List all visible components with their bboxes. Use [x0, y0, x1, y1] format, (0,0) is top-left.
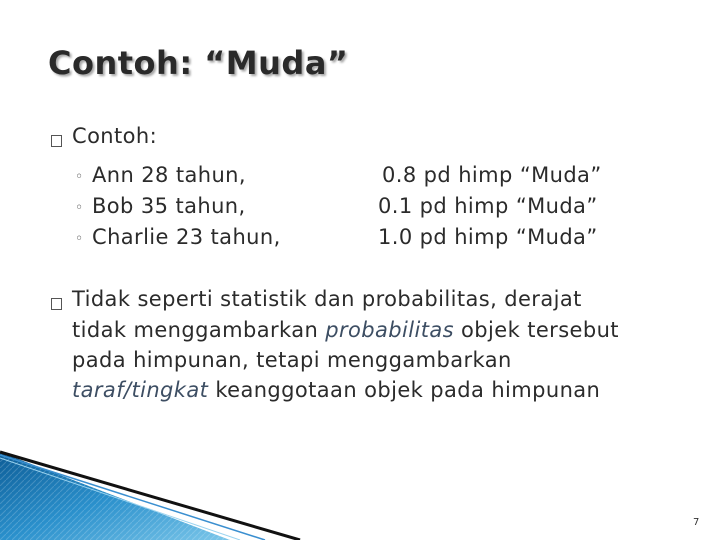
bullet-marker — [51, 135, 62, 147]
bullet-label: Contoh: — [72, 124, 158, 148]
sub-bullet-marker: ◦ — [75, 200, 84, 216]
emphasized-word: taraf/tingkat — [72, 378, 209, 402]
slide-title: Contoh: “Muda” — [48, 44, 349, 82]
paragraph-line: pada himpunan, tetapi menggambarkan — [72, 348, 512, 372]
paragraph-text: tidak menggambarkan — [72, 318, 326, 342]
list-item-name: Ann 28 tahun, — [92, 163, 246, 187]
list-item-name: Bob 35 tahun, — [92, 194, 246, 218]
emphasized-word: probabilitas — [325, 318, 454, 342]
sub-bullet-marker: ◦ — [75, 169, 84, 185]
paragraph-text: keanggotaan objek pada himpunan — [208, 378, 601, 402]
paragraph-line: Tidak seperti statistik dan probabilitas, derajat — [72, 287, 582, 311]
bullet-marker — [51, 298, 62, 310]
paragraph-text: objek tersebut — [453, 318, 619, 342]
list-item-value: 1.0 pd himp “Muda” — [378, 225, 598, 249]
list-item-value: 0.1 pd himp “Muda” — [378, 194, 598, 218]
page-number: 7 — [693, 517, 700, 528]
list-item-name: Charlie 23 tahun, — [92, 225, 281, 249]
list-item-value: 0.8 pd himp “Muda” — [382, 163, 602, 187]
paragraph-line — [72, 378, 600, 402]
paragraph-line — [72, 318, 619, 342]
sub-bullet-marker: ◦ — [75, 231, 84, 247]
